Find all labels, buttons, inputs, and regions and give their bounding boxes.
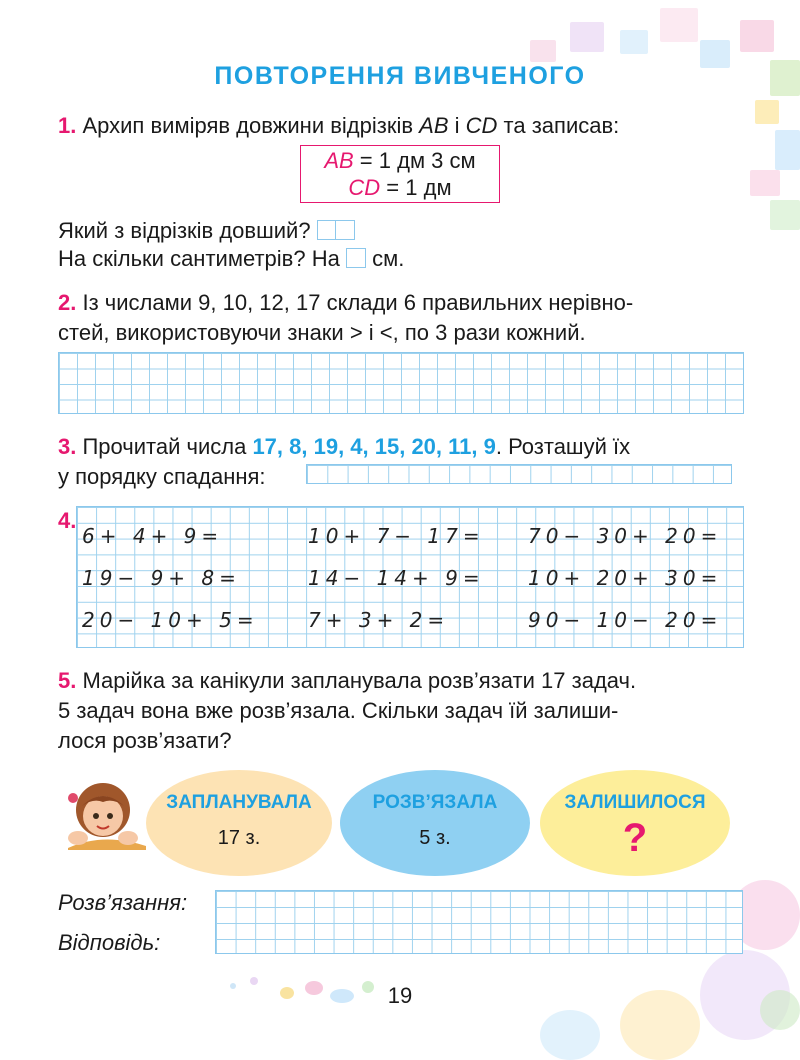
task2-text: 2. Із числами 9, 10, 12, 17 склади 6 правильних нерівно- стей, використовуючи знаки > і <, по 3 рази кожний. (58, 290, 634, 345)
answer-cells-longer[interactable] (317, 220, 355, 240)
answer-cell-cm[interactable] (346, 248, 366, 268)
expression: 70− 30+ 20= (528, 524, 723, 548)
segments-record-box: AB = 1 дм 3 см CD = 1 дм (300, 145, 500, 203)
bubble-label: РОЗВ’ЯЗАЛА (372, 792, 498, 813)
expression: 7+ 3+ 2= (308, 608, 450, 632)
bubble-value: 17 з. (217, 827, 261, 849)
expression: 90− 10− 20= (528, 608, 723, 632)
bubble-solved (340, 770, 530, 876)
inequalities-grid[interactable] (58, 352, 744, 414)
expression: 19− 9+ 8= (82, 566, 241, 590)
girl-avatar (58, 780, 148, 850)
solution-answer-grid[interactable] (215, 890, 743, 954)
task5-text: 5. Марійка за канікули запланувала розв’язати 17 задач. 5 задач вона вже розв’язала. Скільки задач їй залиши- лося розв’язати? (58, 668, 637, 753)
solution-label: Розв’язання: (58, 890, 188, 915)
answer-label: Відповідь: (58, 930, 161, 955)
bubble-label: ЗАЛИШИЛОСЯ (564, 792, 706, 813)
expressions-list (82, 520, 742, 648)
task1-question1: Який з відрізків довший? (58, 216, 355, 246)
task1-number: 1. (58, 113, 77, 138)
expression: 6+ 4+ 9= (82, 524, 224, 548)
bubble-left (540, 770, 730, 876)
bubble-label: ЗАПЛАНУВАЛА (166, 792, 312, 813)
numbers-to-sort: 17, 8, 19, 4, 15, 20, 11, 9 (252, 434, 496, 459)
task1-text: 1. Архип виміряв довжини відрізків AB і CD та записав: (58, 113, 620, 138)
task4-number: 4. (58, 508, 77, 533)
descending-order-cells[interactable] (306, 464, 732, 484)
bubble-planned (146, 770, 332, 876)
expression: 14− 14+ 9= (308, 566, 485, 590)
task3-text: 3. Прочитай числа 17, 8, 19, 4, 15, 20, 11, 9. Розташуй їх (58, 434, 631, 459)
bubble-value: 5 з. (419, 827, 451, 849)
page-title: ПОВТОРЕННЯ ВИВЧЕНОГО (214, 62, 586, 90)
expression: 10+ 20+ 30= (528, 566, 723, 590)
task1-question2: На скільки сантиметрів? На см. (58, 246, 405, 271)
task3-line2: у порядку спадання: (58, 464, 266, 489)
question-mark: ? (622, 816, 648, 860)
expression: 20− 10+ 5= (82, 608, 259, 632)
expression: 10+ 7− 17= (308, 524, 485, 548)
page-number: 19 (387, 983, 413, 1008)
